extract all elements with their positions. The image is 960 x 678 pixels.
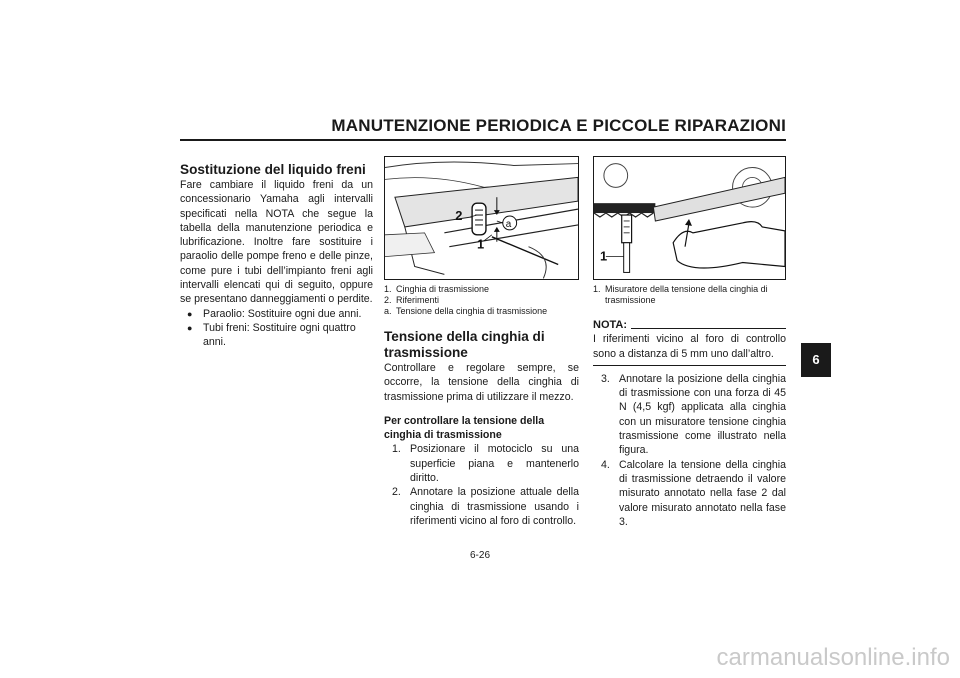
step-text: Annotare la posizione della cinghia di trasmissione con una forza di 45 N (4,5 kgf) applicata alla cinghia con un misuratore tensione cinghia trasmissione come illustrato nella figura. bbox=[619, 372, 786, 457]
step-number: 4. bbox=[601, 458, 610, 471]
nota-text: I riferimenti vicino al foro di controllo sono a distanza di 5 mm uno dall’altro. bbox=[593, 333, 786, 360]
middle-column bbox=[384, 156, 579, 528]
step-item bbox=[392, 485, 579, 528]
watermark-text: carmanualsonline.info bbox=[716, 644, 950, 671]
caption-number: 2. bbox=[384, 295, 392, 305]
step-number: 3. bbox=[601, 372, 610, 385]
figure1-captions bbox=[384, 284, 579, 317]
nota-end-rule bbox=[593, 365, 786, 366]
step-text: Posizionare il motociclo su una superficie piana e mantenerlo diritto. bbox=[410, 443, 579, 485]
caption-text: Cinghia di trasmissione bbox=[396, 284, 490, 294]
header-rule bbox=[180, 139, 786, 141]
caption-item bbox=[384, 295, 579, 306]
caption-number: a. bbox=[384, 306, 392, 316]
caption-item bbox=[384, 306, 579, 317]
bullet-dot-icon: ● bbox=[187, 322, 193, 333]
step-number: 2. bbox=[392, 486, 401, 499]
belt-reference-figure bbox=[384, 156, 579, 280]
bullet-text: Tubi freni: Sostituire ogni quattro anni. bbox=[203, 321, 356, 349]
caption-item bbox=[384, 284, 579, 295]
step-text: Annotare la posizione attuale della cinghia di trasmissione usando i riferimenti vicino al foro di controllo. bbox=[410, 486, 579, 527]
belt-tension-paragraph: Controllare e regolare sempre, se occorre, la tensione della cinghia di trasmissione prima di utilizzare il mezzo. bbox=[384, 362, 579, 403]
caption-item bbox=[593, 284, 786, 306]
nota-label: NOTA: bbox=[593, 319, 628, 331]
bullet-text: Paraolio: Sostituire ogni due anni. bbox=[203, 307, 362, 320]
figure-label-2: 2 bbox=[455, 207, 463, 223]
bullet-item bbox=[180, 307, 373, 321]
caption-number: 1. bbox=[593, 284, 601, 294]
step-item bbox=[392, 442, 579, 485]
page-header-title: MANUTENZIONE PERIODICA E PICCOLE RIPARAZIONI bbox=[331, 116, 786, 135]
step-item bbox=[601, 372, 786, 458]
bullet-item bbox=[180, 321, 373, 350]
step-item bbox=[601, 458, 786, 529]
figure-label-1: 1 bbox=[599, 248, 608, 264]
right-column bbox=[593, 156, 786, 529]
belt-tension-subheading: Per controllare la tensione della cinghia di trasmissione bbox=[384, 414, 545, 442]
caption-text: Tensione della cinghia di trasmissione bbox=[396, 306, 548, 316]
caption-text: Riferimenti bbox=[396, 295, 440, 305]
step-text: Calcolare la tensione della cinghia di trasmissione detraendo il valore misurato annotato nella fase 2 dal valore misurato annotato nella fase 3. bbox=[619, 458, 786, 528]
figure-label-1: 1 bbox=[477, 236, 485, 252]
chapter-tab: 6 bbox=[801, 343, 831, 377]
nota-rule bbox=[631, 328, 786, 329]
belt-gauge-figure bbox=[593, 156, 786, 280]
brake-fluid-heading: Sostituzione del liquido freni bbox=[180, 162, 366, 177]
page-number: 6-26 bbox=[469, 550, 490, 561]
left-column bbox=[180, 162, 373, 350]
step-number: 1. bbox=[392, 443, 401, 456]
nota-header bbox=[593, 318, 786, 332]
belt-gauge-illustration bbox=[594, 157, 785, 279]
figure2-captions bbox=[593, 284, 786, 306]
belt-reference-illustration bbox=[385, 157, 578, 279]
caption-text: Misuratore della tensione della cinghia di trasmissione bbox=[605, 284, 768, 305]
belt-tension-heading: Tensione della cinghia di trasmissione bbox=[384, 329, 545, 360]
figure-label-a: a bbox=[505, 218, 512, 230]
bullet-dot-icon: ● bbox=[187, 308, 193, 319]
caption-number: 1. bbox=[384, 284, 392, 294]
brake-fluid-paragraph: Fare cambiare il liquido freni da un concessionario Yamaha agli intervalli specificati nella NOTA che segue la tabella della manutenzione periodica e lubrificazione. Inoltre fare sostituire i paraolio delle pompe freno e delle pinze, come pure i tubi dell’impianto freni agli intervalli elencati qui di seguito, oppure se presentano danneggiamenti o perdite. bbox=[180, 179, 373, 306]
